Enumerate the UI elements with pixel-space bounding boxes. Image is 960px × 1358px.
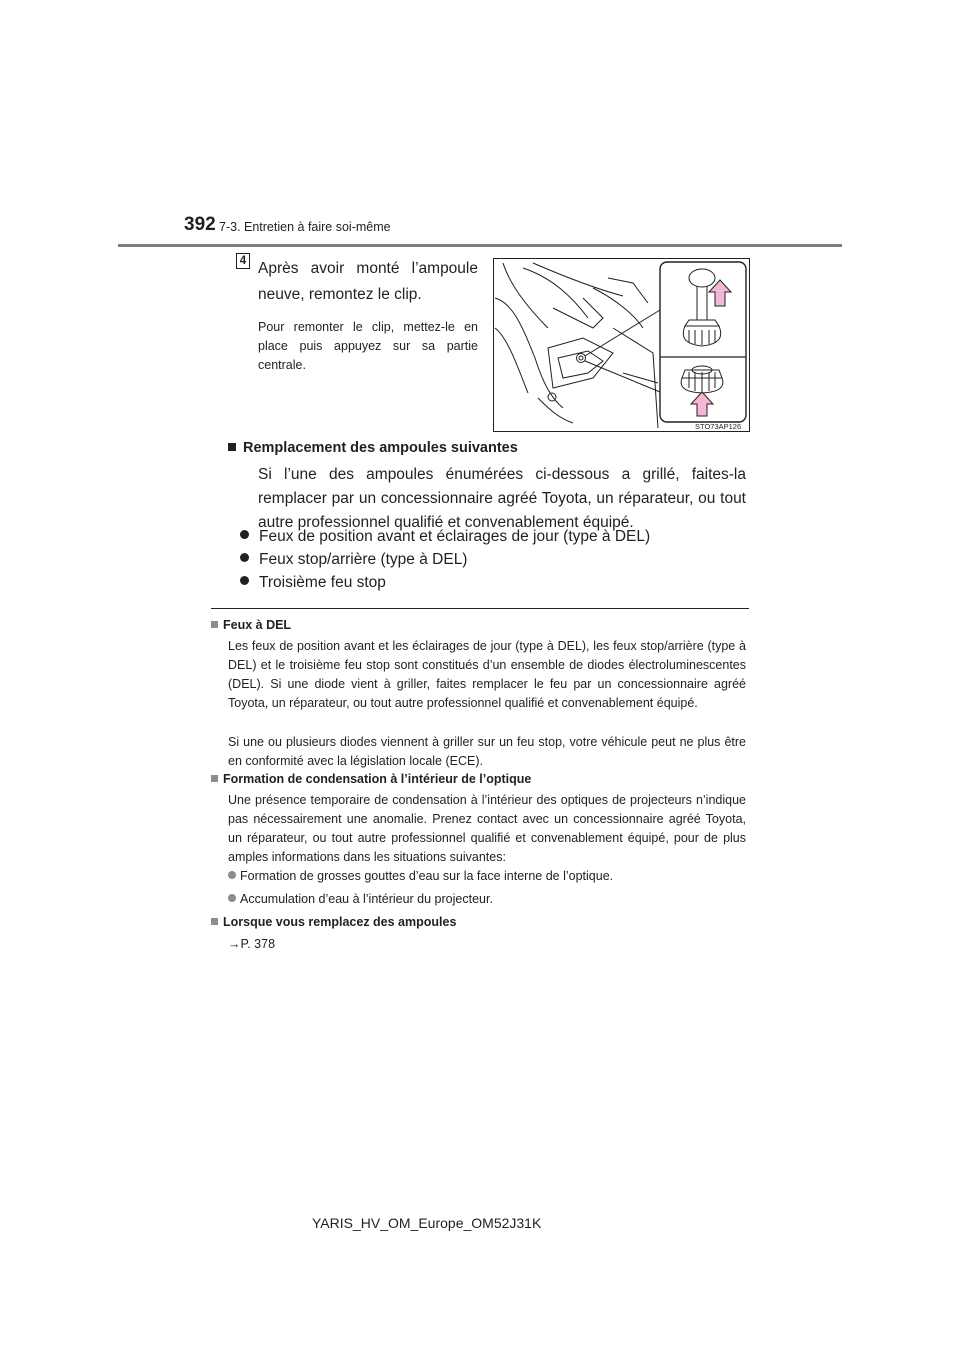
figure-code: STO73AP126 [695,422,742,431]
bullet-icon [240,530,249,539]
square-bullet-icon [211,775,218,782]
note-led-p2: Si une ou plusieurs diodes viennent à griller sur un feu stop, votre véhicule peut ne plus être en conformité avec la législation locale (ECE). [228,735,746,768]
bullet-icon [240,553,249,562]
replacement-text: Si l’une des ampoules énumérées ci-dessous a grillé, faites-la remplacer par un concessionnaire agréé Toyota, un réparateur, ou tout autre professionnel qualifié et convenablement équipé. [258,466,746,531]
list-item: Accumulation d’eau à l’intérieur du projecteur. [228,892,493,906]
note-heading-led: Feux à DEL [211,618,291,632]
note-heading-bulbs: Lorsque vous remplacez des ampoules [211,915,456,929]
note-led-p1: Les feux de position avant et les éclairages de jour (type à DEL), les feux stop/arrière (type à DEL) et le troisième feu stop sont constitués d’un ensemble de diodes électroluminescentes (DEL). Si une diode vient à griller, faites remplacer le feu par un concessionnaire agréé Toyota, un réparateur, ou tout autre professionnel qualifié et convenablement équipé. [228,639,746,710]
square-bullet-icon [211,918,218,925]
note-condensation-p1: Une présence temporaire de condensation à l’intérieur des optiques de projecteurs n’indique pas nécessairement une anomalie. Prenez contact avec un concessionnaire agréé Toyota, un réparateur, ou tout autre professionnel qualifié et convenablement équipé, pour de plus amples informations dans les situations suivantes: [228,793,746,864]
step-title-line2: neuve, remontez le clip. [258,286,422,303]
list-item: Feux stop/arrière (type à DEL) [240,551,467,569]
footer-code: YARIS_HV_OM_Europe_OM52J31K [312,1215,542,1231]
step-note: Pour remonter le clip, mettez-le en place puis appuyez sur sa partie centrale. [258,320,478,372]
step-title-line1: Après avoir monté l’ampoule [258,260,478,277]
list-item: Feux de position avant et éclairages de jour (type à DEL) [240,528,650,546]
step-number: 4 [236,253,250,269]
replacement-heading [228,440,518,456]
bullet-icon [228,894,236,902]
notes-divider [211,608,749,609]
page-reference-link[interactable]: →P. 378 [228,937,276,951]
replacement-heading-text: Remplacement des ampoules suivantes [243,440,518,456]
page-number: 392 [184,214,216,235]
section-title: 7-3. Entretien à faire soi-même [219,220,391,234]
square-bullet-icon [228,443,236,451]
list-item: Formation de grosses gouttes d’eau sur la face interne de l’optique. [228,869,613,883]
note-heading-condensation: Formation de condensation à l’intérieur de l’optique [211,772,531,786]
square-bullet-icon [211,621,218,628]
header-rule [118,244,842,247]
bullet-icon [228,871,236,879]
clip-illustration [493,258,750,432]
list-item: Troisième feu stop [240,574,386,592]
bullet-icon [240,576,249,585]
step-title [258,256,478,308]
